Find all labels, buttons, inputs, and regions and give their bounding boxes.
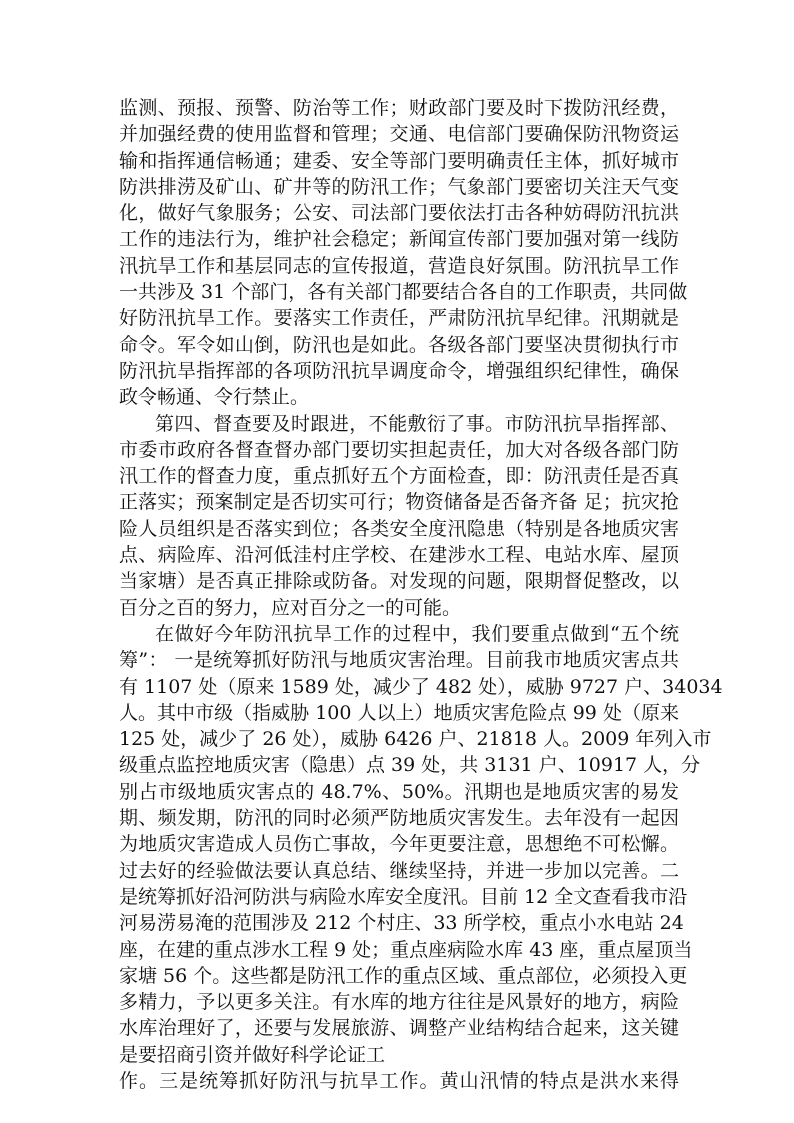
text-line: 工作的违法行为，维护社会稳定；新闻宣传部门要加强对第一线防 xyxy=(119,228,679,251)
text-line: 监测、预报、预警、防治等工作；财政部门要及时下拨防汛经费， xyxy=(119,97,679,119)
text-line: 汛工作的督查力度，重点抓好五个方面检查，即：防汛责任是否真 xyxy=(119,465,679,488)
text-line: 命令。军令如山倒，防汛也是如此。各级各部门要坚决贯彻执行市 xyxy=(119,333,679,356)
text-line: 人。其中市级（指威胁 100 人以上）地质灾害危险点 99 处（原来 xyxy=(119,701,679,724)
text-line: 并加强经费的使用监督和管理；交通、电信部门要确保防汛物资运 xyxy=(119,123,679,146)
text-line: 125 处，减少了 26 处），威胁 6426 户、21818 人。2009 年列入市 xyxy=(119,728,712,751)
text-line: 级重点监控地质灾害（隐患）点 39 处，共 3131 户、10917 人，分 xyxy=(119,754,701,777)
text-line: 别占市级地质灾害点的 48.7%、50%。汛期也是地质灾害的易发 xyxy=(119,780,679,803)
text-line: 期、频发期，防汛的同时必须严防地质灾害发生。去年没有一起因 xyxy=(119,807,679,830)
text-line: 多精力，予以更多关注。有水库的地方往往是风景好的地方，病险 xyxy=(119,991,679,1014)
text-line: 一共涉及 31 个部门，各有关部门都要结合各自的工作职责，共同做 xyxy=(119,281,688,304)
text-line: 防汛抗旱指挥部的各项防汛抗旱调度命令，增强组织纪律性，确保 xyxy=(119,359,679,382)
text-line: 防洪排涝及矿山、矿井等的防汛工作；气象部门要密切关注天气变 xyxy=(119,175,679,198)
text-line: 河易涝易淹的范围涉及 212 个村庄、33 所学校，重点小水电站 24 xyxy=(119,912,684,935)
text-line: 水库治理好了，还要与发展旅游、调整产业结构结合起来，这关键 xyxy=(119,1017,679,1040)
body-text xyxy=(119,95,723,1094)
text-line: 是统筹抓好沿河防洪与病险水库安全度汛。目前 12 全文查看我市沿 xyxy=(119,885,688,908)
text-line: 在做好今年防汛抗旱工作的过程中，我们要重点做到“五个统 xyxy=(155,622,679,645)
text-line: 家塘 56 个。这些都是防汛工作的重点区域、重点部位，必须投入更 xyxy=(119,964,688,987)
text-line: 筹”： 一是统筹抓好防汛与地质灾害治理。目前我市地质灾害点共 xyxy=(119,649,679,672)
text-line: 输和指挥通信畅通；建委、安全等部门要明确责任主体，抓好城市 xyxy=(119,149,679,172)
text-line: 当家塘）是否真正排除或防备。对发现的问题，限期督促整改，以 xyxy=(119,570,679,593)
text-line: 过去好的经验做法要认真总结、继续坚持，并进一步加以完善。二 xyxy=(119,859,679,882)
text-line: 是要招商引资并做好科学论证工 xyxy=(119,1043,386,1066)
text-line: 为地质灾害造成人员伤亡事故，今年更要注意，思想绝不可松懈。 xyxy=(119,833,679,856)
text-line: 点、病险库、沿河低洼村庄学校、在建涉水工程、电站水库、屋顶 xyxy=(119,544,679,567)
text-line: 百分之百的努力，应对百分之一的可能。 xyxy=(119,596,462,619)
text-line: 正落实；预案制定是否切实可行；物资储备是否备齐备 足；抗灾抢 xyxy=(119,491,679,514)
text-line: 市委市政府各督查督办部门要切实担起责任，加大对各级各部门防 xyxy=(119,438,679,461)
text-line: 汛抗旱工作和基层同志的宣传报道，营造良好氛围。防汛抗旱工作 xyxy=(119,254,679,277)
text-line: 好防汛抗旱工作。要落实工作责任，严肃防汛抗旱纪律。汛期就是 xyxy=(119,307,679,330)
text-line: 政令畅通、令行禁止。 xyxy=(119,386,310,409)
text-line: 险人员组织是否落实到位；各类安全度汛隐患（特别是各地质灾害 xyxy=(119,517,679,540)
text-line: 有 1107 处（原来 1589 处，减少了 482 处），威胁 9727 户、34034 xyxy=(119,675,723,698)
text-line: 第四、督查要及时跟进，不能敷衍了事。市防汛抗旱指挥部、 xyxy=(155,412,679,435)
text-line: 作。三是统筹抓好防汛与抗旱工作。黄山汛情的特点是洪水来得 xyxy=(119,1069,679,1092)
text-line: 座，在建的重点涉水工程 9 处；重点座病险水库 43 座，重点屋顶当 xyxy=(119,938,693,961)
text-line: 化，做好气象服务；公安、司法部门要依法打击各种妨碍防汛抗洪 xyxy=(119,202,679,225)
